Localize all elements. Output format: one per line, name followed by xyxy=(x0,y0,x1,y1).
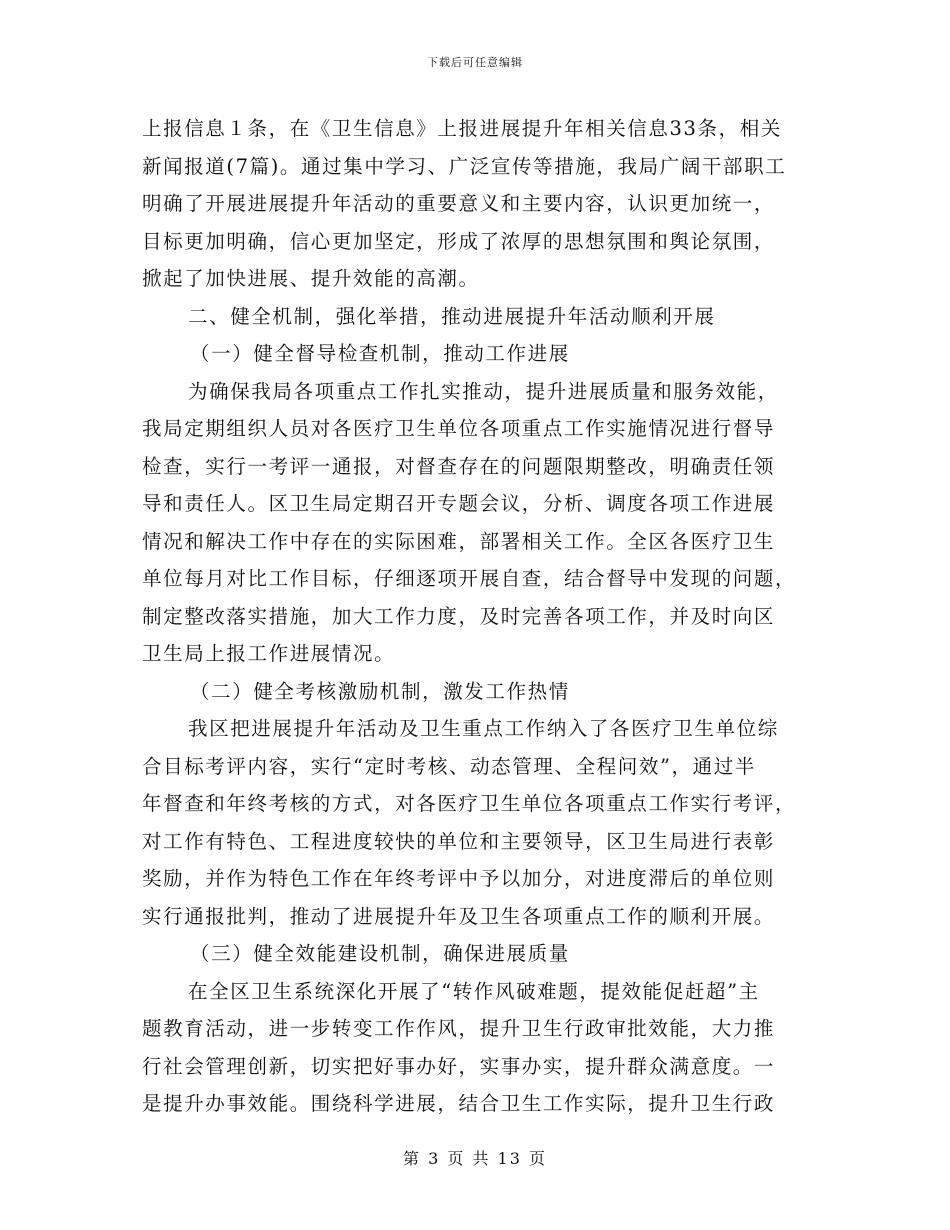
body-line: 导和责任人。区卫生局定期召开专题会议，分析、调度各项工作进展 xyxy=(142,492,776,515)
paragraph-first-line: 我区把进展提升年活动及卫生重点工作纳入了各医疗卫生单位综 xyxy=(188,717,779,740)
body-line: 年督查和年终考核的方式，对各医疗卫生单位各项重点工作实行考评， xyxy=(142,792,797,815)
body-line: 单位每月对比工作目标，仔细逐项开展自查，结合督导中发现的问题， xyxy=(142,567,797,590)
body-line: 对工作有特色、工程进度较快的单位和主要领导，区卫生局进行表彰 xyxy=(142,829,776,853)
body-line: 题教育活动，进一步转变工作作风，提升卫生行政审批效能，大力推 xyxy=(142,1017,776,1040)
body-line: 情况和解决工作中存在的实际困难，部署相关工作。全区各医疗卫生 xyxy=(142,529,776,553)
body-line: 合目标考评内容，实行“定时考核、动态管理、全程问效”，通过半 xyxy=(142,754,756,778)
body-line: 上报信息１条，在《卫生信息》上报进展提升年相关信息33条，相关 xyxy=(142,117,782,140)
paragraph-first-line: 为确保我局各项重点工作扎实推动，提升进展质量和服务效能， xyxy=(188,379,779,403)
body-line: 掀起了加快进展、提升效能的高潮。 xyxy=(142,267,480,290)
paragraph-first-line: 在全区卫生系统深化开展了“转作风破难题，提效能促赶超”主 xyxy=(188,979,760,1003)
subsection-heading: （三）健全效能建设机制，确保进展质量 xyxy=(190,942,570,965)
body-line: 奖励，并作为特色工作在年终考评中予以加分，对进度滞后的单位则 xyxy=(142,867,776,890)
body-line: 检查，实行一考评一通报，对督查存在的问题限期整改，明确责任领 xyxy=(142,454,776,478)
document-body xyxy=(142,110,812,1123)
body-line: 我局定期组织人员对各医疗卫生单位各项重点工作实施情况进行督导 xyxy=(142,417,776,440)
body-line: 实行通报批判，推动了进展提升年及卫生各项重点工作的顺利开展。 xyxy=(142,904,776,928)
body-line: 是提升办事效能。围绕科学进展，结合卫生工作实际，提升卫生行政 xyxy=(142,1092,776,1115)
subsection-heading: （一）健全督导检查机制，推动工作进展 xyxy=(190,342,570,365)
body-line: 制定整改落实措施，加大工作力度，及时完善各项工作，并及时向区 xyxy=(142,604,776,628)
section-heading: 二、健全机制，强化举措，推动进展提升年活动顺利开展 xyxy=(188,304,716,328)
subsection-heading: （二）健全考核激励机制，激发工作热情 xyxy=(190,679,570,703)
body-line: 行社会管理创新，切实把好事办好，实事办实，提升群众满意度。一 xyxy=(142,1054,776,1078)
page-header: 下载后可任意编辑 xyxy=(427,56,523,69)
body-line: 卫生局上报工作进展情况。 xyxy=(142,642,396,665)
body-line: 目标更加明确，信心更加坚定，形成了浓厚的思想氛围和舆论氛围， xyxy=(142,229,776,253)
page-number-footer: 第 3 页 共 13 页 xyxy=(403,1149,547,1168)
body-line: 明确了开展进展提升年活动的重要意义和主要内容，认识更加统一， xyxy=(142,192,776,215)
body-line: 新闻报道(7篇)。通过集中学习、广泛宣传等措施，我局广阔干部职工 xyxy=(142,154,787,178)
